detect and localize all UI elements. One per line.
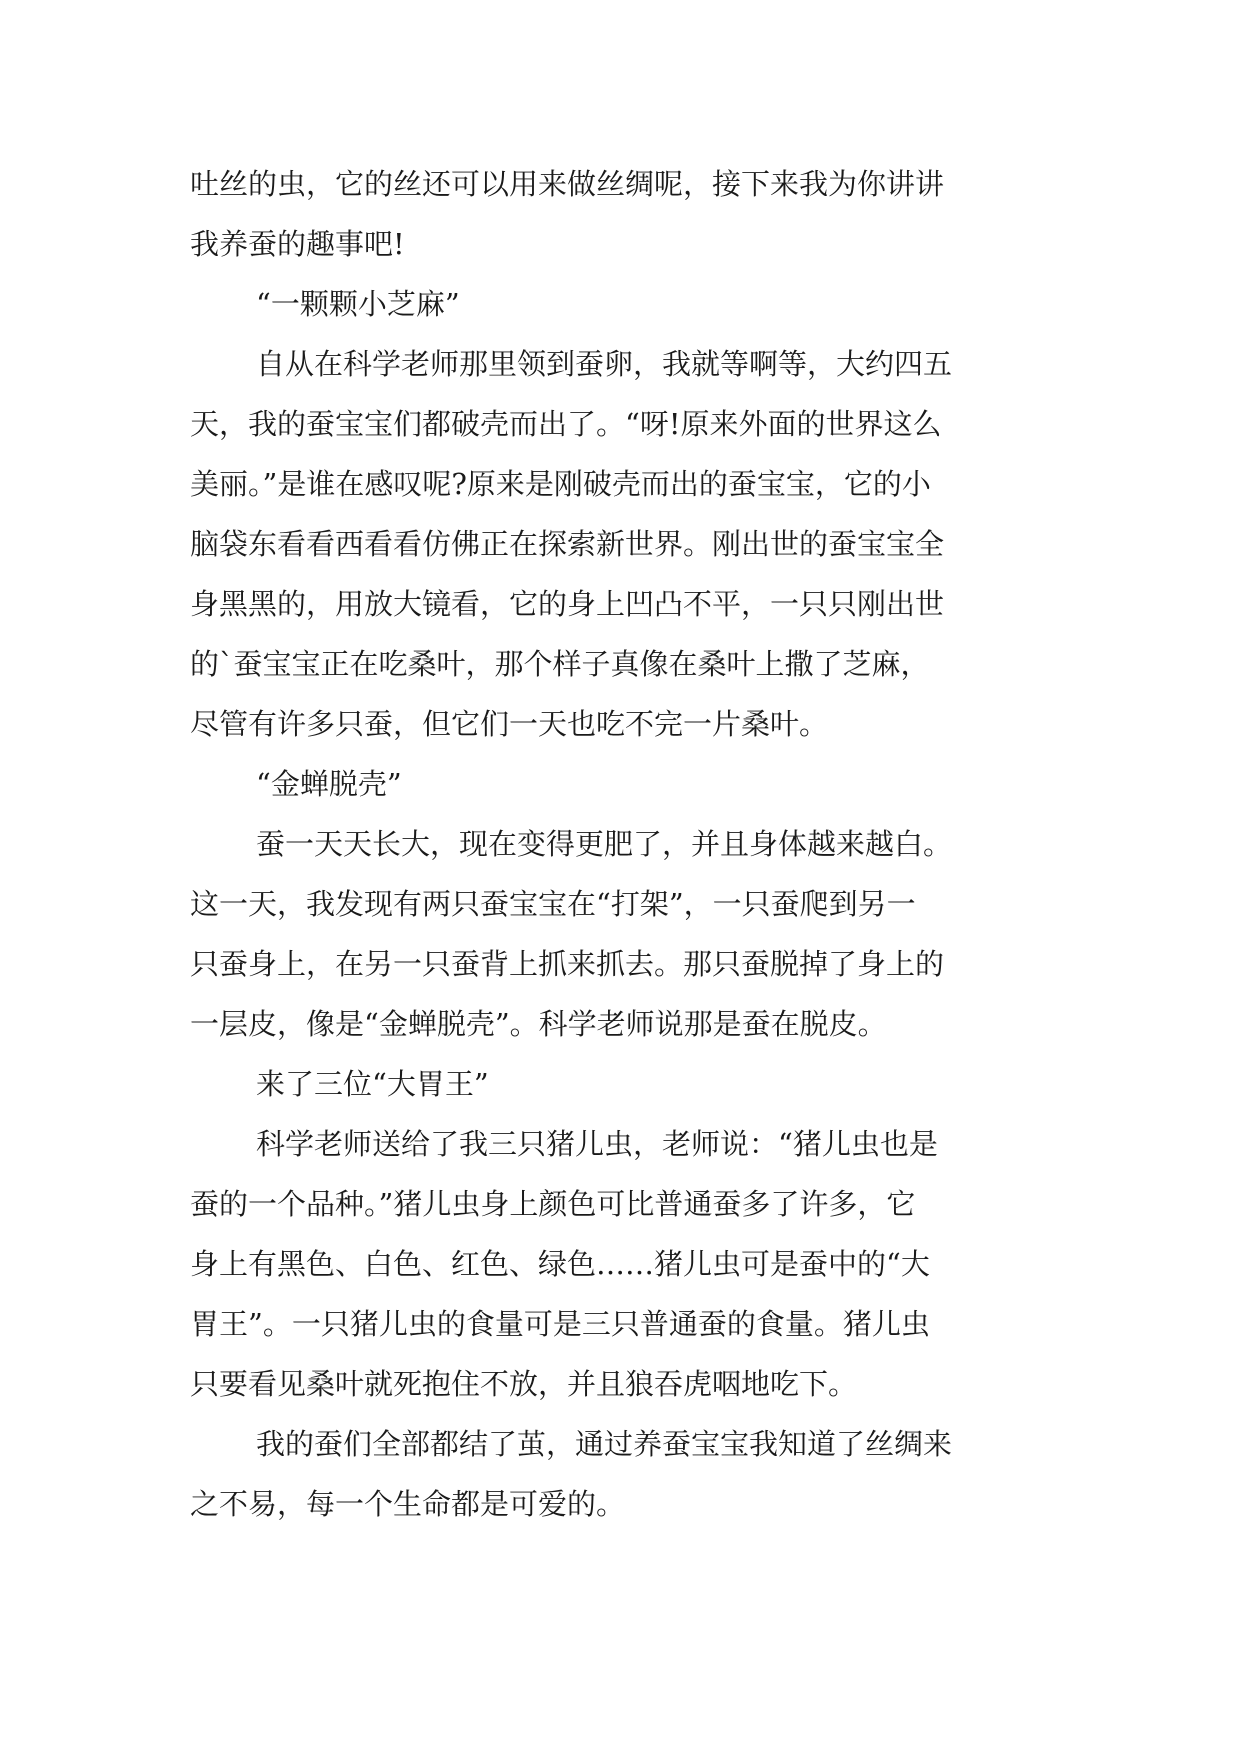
- text-line: 之不易，每一个生命都是可爱的。: [190, 1487, 626, 1521]
- text-line: 尽管有许多只蚕，但它们一天也吃不完一片桑叶。: [190, 707, 829, 741]
- text-line: 美丽。”是谁在感叹呢?原来是刚破壳而出的蚕宝宝，它的小: [190, 467, 931, 501]
- text-line: 蚕的一个品种。”猪儿虫身上颜色可比普通蚕多了许多，它: [190, 1187, 916, 1221]
- text-line: 这一天，我发现有两只蚕宝宝在“打架”，一只蚕爬到另一: [190, 887, 916, 921]
- text-line: 来了三位“大胃王”: [256, 1067, 489, 1101]
- text-line: 我的蚕们全部都结了茧，通过养蚕宝宝我知道了丝绸来: [256, 1427, 953, 1461]
- text-line: 身黑黑的，用放大镜看，它的身上凹凸不平，一只只刚出世: [190, 587, 945, 621]
- text-line: 只要看见桑叶就死抱住不放，并且狼吞虎咽地吃下。: [190, 1367, 858, 1401]
- text-line: 的`蚕宝宝正在吃桑叶，那个样子真像在桑叶上撒了芝麻，: [190, 647, 930, 681]
- text-line: “一颗颗小芝麻”: [256, 287, 460, 321]
- text-line: 科学老师送给了我三只猪儿虫，老师说：“猪儿虫也是: [256, 1127, 938, 1161]
- text-line: 自从在科学老师那里领到蚕卵，我就等啊等，大约四五: [256, 347, 953, 381]
- text-line: 吐丝的虫，它的丝还可以用来做丝绸呢，接下来我为你讲讲: [190, 167, 945, 201]
- document-body: [190, 154, 1060, 1534]
- text-line: 蚕一天天长大，现在变得更肥了，并且身体越来越白。: [256, 827, 953, 861]
- text-line: 身上有黑色、白色、红色、绿色……猪儿虫可是蚕中的“大: [190, 1247, 930, 1281]
- text-line: 只蚕身上，在另一只蚕背上抓来抓去。那只蚕脱掉了身上的: [190, 947, 945, 981]
- text-line: 一层皮，像是“金蝉脱壳”。科学老师说那是蚕在脱皮。: [190, 1007, 887, 1041]
- text-line: 胃王”。一只猪儿虫的食量可是三只普通蚕的食量。猪儿虫: [190, 1307, 930, 1341]
- text-line: 脑袋东看看西看看仿佛正在探索新世界。刚出世的蚕宝宝全: [190, 527, 945, 561]
- text-line: 天，我的蚕宝宝们都破壳而出了。“呀!原来外面的世界这么: [190, 407, 942, 441]
- text-line: “金蝉脱壳”: [256, 767, 402, 801]
- text-line: 我养蚕的趣事吧!: [190, 227, 405, 261]
